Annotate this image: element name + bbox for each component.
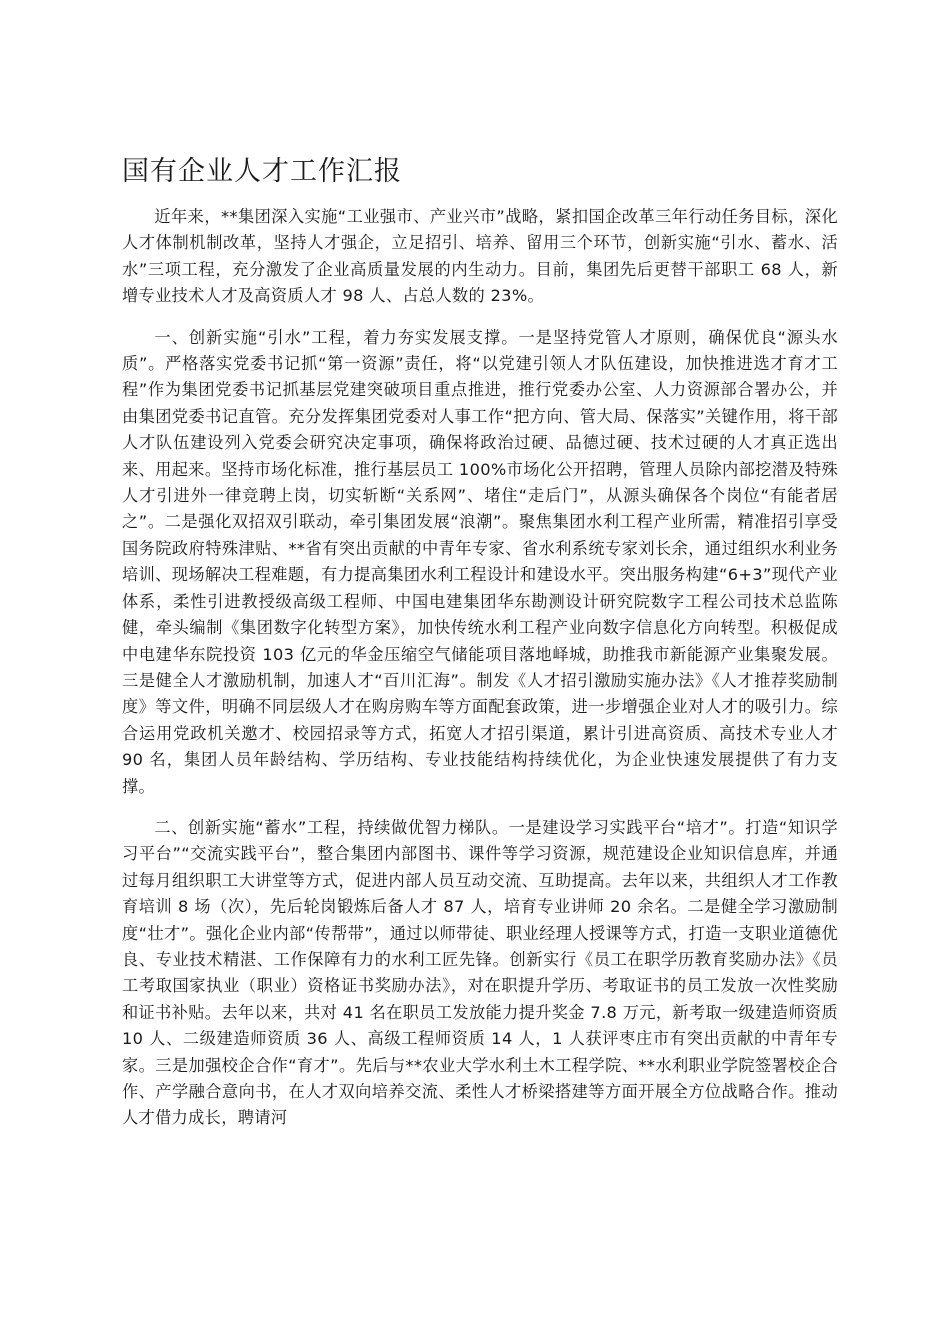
document-body (122, 204, 838, 1147)
paragraph-section-1: 一、创新实施“引水”工程，着力夯实发展支撑。一是坚持党管人才原则，确保优良“源头水质”。严格落实党委书记抓“第一资源”责任，将“以党建引领人才队伍建设，加快推进选才育才工程”作为集团党委书记抓基层党建突破项目重点推进，推行党委办公室、人力资源部合署办公，并由集团党委书记直管。充分发挥集团党委对人事工作“把方向、管大局、保落实”关键作用，将干部人才队伍建设列入党委会研究决定事项，确保将政治过硬、品德过硬、技术过硬的人才真正选出来、用起来。坚持市场化标准，推行基层员工 100%市场化公开招聘，管理人员除内部挖潜及特殊人才引进外一律竞聘上岗，切实斩断“关系网”、堵住“走后门”，从源头确保各个岗位“有能者居之”。二是强化双招双引联动，牵引集团发展“浪潮”。聚焦集团水利工程产业所需，精准招引享受国务院政府特殊津贴、**省有突出贡献的中青年专家、省水利系统专家刘长余，通过组织水利业务培训、现场解决工程难题，有力提高集团水利工程设计和建设水平。突出服务构建“6+3”现代产业体系，柔性引进教授级高级工程师、中国电建集团华东勘测设计研究院数字工程公司技术总监陈健，牵头编制《集团数字化转型方案》，加快传统水利工程产业向数字信息化方向转型。积极促成中电建华东院投资 103 亿元的华金压缩空气储能项目落地峄城，助推我市新能源产业集聚发展。三是健全人才激励机制，加速人才“百川汇海”。制发《人才招引激励实施办法》《人才推荐奖励制度》等文件，明确不同层级人才在购房购车等方面配套政策，进一步增强企业对人才的吸引力。综合运用党政机关邀才、校园招录等方式，拓宽人才招引渠道，累计引进高资质、高技术专业人才 90 名，集团人员年龄结构、学历结构、专业技能结构持续优化，为企业快速发展提供了有力支撑。 (122, 327, 838, 796)
paragraph-section-2: 二、创新实施“蓄水”工程，持续做优智力梯队。一是建设学习实践平台“培才”。打造“知识学习平台”“交流实践平台”，整合集团内部图书、课件等学习资源，规范建设企业知识信息库，并通过每月组织职工大讲堂等方式，促进内部人员互动交流、互助提高。去年以来，共组织人才工作教育培训 8 场（次），先后轮岗锻炼后备人才 87 人，培育专业讲师 20 余名。二是健全学习激励制度“壮才”。强化企业内部“传帮带”，通过以师带徒、职业经理人授课等方式，打造一支职业道德优良、专业技术精湛、工作保障有力的水利工匠先锋。创新实行《员工在职学历教育奖励办法》《员工考取国家执业（职业）资格证书奖励办法》，对在职提升学历、考取证书的员工发放一次性奖励和证书补贴。去年以来，共对 41 名在职员工发放能力提升奖金 7.8 万元，新考取一级建造师资质 10 人、二级建造师资质 36 人、高级工程师资质 14 人，1 人获评枣庄市有突出贡献的中青年专家。三是加强校企合作“育才”。先后与**农业大学水利土木工程学院、**水利职业学院签署校企合作、产学融合意向书，在人才双向培养交流、柔性人才桥梁搭建等方面开展全方位战略合作。推动人才借力成长，聘请河 (122, 817, 838, 1128)
paragraph-intro: 近年来，**集团深入实施“工业强市、产业兴市”战略，紧扣国企改革三年行动任务目标，深化人才体制机制改革，坚持人才强企，立足招引、培养、留用三个环节，创新实施“引水、蓄水、活水”三项工程，充分激发了企业高质量发展的内生动力。目前，集团先后更替干部职工 68 人，新增专业技术人才及高资质人才 98 人、占总人数的 23%。 (122, 207, 838, 306)
document-title: 国有企业人才工作汇报 (122, 156, 402, 187)
